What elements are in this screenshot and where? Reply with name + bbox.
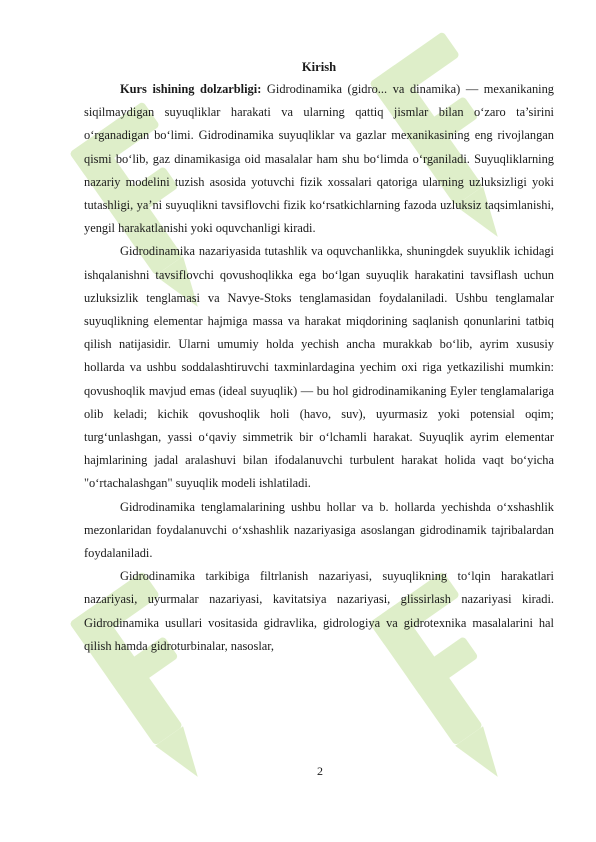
paragraph-relevance — [84, 78, 554, 240]
paragraph-theory: Gidrodinamika nazariyasida tutashlik va oquvchanlikka, shuningdek suyuklik ichidagi ishqalanishni tavsiflovchi qovushoqlikka ega bo‘lgan suyuqlik harakatini tavsiflash uchun uzluksizlik tenglamasi va Navye-Stoks tenglamasidan foydalaniladi. Ushbu tenglamalar suyuqlikning elementar hajmiga massa va harakat miqdorining saqlanish qonunlarini tatbiq qilish natijasidir. Ularni umumiy holda yechish ancha murakkab bo‘lib, ayrim xususiy hollarda va ushbu soddalashtiruvchi taxminlardagina yechim oxi riga yetkazilishi mumkin: qovushoqlik mavjud emas (ideal suyuqlik) — bu hol gidrodinamikaning Eyler tenglamalariga olib keladi; kichik qovushoqlik holi (havo, suv), uyurmasiz yoki potensial oqim; turg‘unlashgan, yassi o‘qaviy simmetrik bir o‘lchamli harakat. Suyuqlik ayrim elementar hajmlarining jadal aralashuvi bilan ifodalanuvchi turbulent harakat holida vaqt bo‘yicha "o‘rtachalashgan" suyuqlik modeli ishlatiladi. — [84, 244, 554, 491]
section-title: Kirish — [301, 60, 337, 74]
paragraph-structure: Gidrodinamika tarkibiga filtrlanish nazariyasi, suyuqlikning to‘lqin harakatlari nazariyasi, uyurmalar nazariyasi, kavitatsiya nazariyasi, glissirlash nazariyasi kiradi. Gidrodinamika usullari vositasida gidravlika, gidrologiya va gidrotexnika masalalarini hal qilish hamda gidroturbinalar, nasoslar, — [84, 569, 554, 653]
paragraph-similarity: Gidrodinamika tenglamalarining ushbu hollar va b. hollarda yechishda o‘xshashlik mezonlaridan foydalanuvchi o‘xshashlik nazariyasiga asoslangan gidrodinamik tajribalardan foydalaniladi. — [84, 499, 554, 561]
paragraph-text: Gidrodinamika (gidro... va dinamika) — mexanikaning siqilmaydigan suyuqliklar harakati va ularning qattiq jismlar bilan o‘zaro ta’sirini o‘rganadigan bo‘limi. Gidrodinamika suyuqliklar va gazlar mexanikasining eng rivojlangan qismi bo‘lib, gaz dinamikasiga oid masalalar ham shu bo‘limda o‘rganiladi. Suyuqliklarning nazariy modelini tuzish asosida yotuvchi fizik xossalari qatoriga ularning uzluksizligi yoki tutashligi, ya’ni suyuqlikni tavsiflovchi fizik ko‘rsatkichlarning fazoda uzluksiz taqsimlanishi, yengil harakatlanishi yoki oquvchanligi kiradi. — [84, 82, 554, 236]
page-number: 2 — [317, 764, 323, 778]
paragraph-lead: Kurs ishining dolzarbligi: — [120, 82, 262, 96]
document-body — [84, 56, 554, 658]
